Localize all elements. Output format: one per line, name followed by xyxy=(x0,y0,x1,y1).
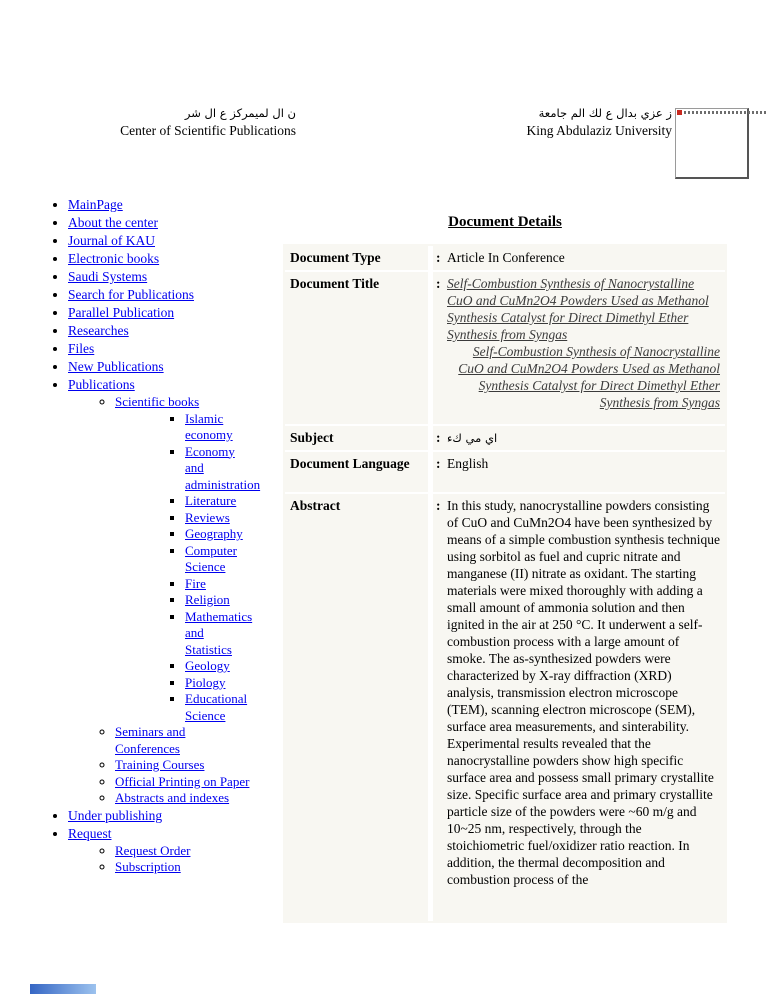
sidebar-link-about-the-center[interactable]: About the center xyxy=(68,215,158,230)
row-label-abstract: Abstract xyxy=(285,494,428,921)
sidebar-item-request xyxy=(68,825,273,876)
sidebar-link-request[interactable]: Request xyxy=(68,825,112,841)
document-title-link[interactable]: Self-Combustion Synthesis of Nanocrystalline CuO and CuMn2O4 Powders Used as Methanol Synthesis Catalyst for Direct Dimethyl Ether Synthesis from Syngas xyxy=(447,276,709,342)
row-value-content-doc_title xyxy=(447,275,720,411)
sidebar-link-economy-and-administration[interactable]: Economy and administration xyxy=(185,443,261,492)
sidebar-link-training-courses[interactable]: Training Courses xyxy=(115,757,205,772)
sidebar-link-islamic-economy[interactable]: Islamic economy xyxy=(185,410,233,442)
sidebar-item-religion xyxy=(185,592,250,609)
sidebar-item-under-publishing xyxy=(68,807,273,825)
sidebar-list-level-3 xyxy=(115,410,261,725)
row-value-language xyxy=(433,452,725,492)
sidebar-item-files xyxy=(68,340,273,358)
row-value-doc_title xyxy=(433,272,725,424)
row-value-content-doc_type xyxy=(447,249,720,266)
sidebar-link-literature[interactable]: Literature xyxy=(185,493,237,508)
sidebar-link-journal-of-kau[interactable]: Journal of KAU xyxy=(68,233,155,248)
center-header-block xyxy=(102,104,296,139)
center-name-arabic: ن ال لميمركز ع ال شر xyxy=(184,106,296,120)
row-value-doc_type xyxy=(433,246,725,270)
row-label-language: Document Language xyxy=(285,452,428,492)
sidebar-link-geology[interactable]: Geology xyxy=(185,658,230,673)
broken-image-icon xyxy=(677,110,682,115)
sidebar-item-subscription xyxy=(115,859,250,876)
sidebar-item-islamic-economy xyxy=(185,411,250,444)
row-value-content-language xyxy=(447,455,720,472)
sidebar-link-official-printing-on-paper[interactable]: Official Printing on Paper xyxy=(115,773,250,789)
sidebar-link-educational-science[interactable]: Educational Science xyxy=(185,691,248,723)
colon-separator: : xyxy=(436,430,441,445)
table-row-language xyxy=(285,452,725,492)
sidebar-item-parallel-publication xyxy=(68,304,273,322)
sidebar-list-level-2 xyxy=(68,394,273,807)
row-value-text-language: English xyxy=(447,456,489,471)
sidebar-link-search-for-publications[interactable]: Search for Publications xyxy=(68,287,194,302)
row-value-content-subject xyxy=(447,429,720,447)
row-value-text-abstract: In this study, nanocrystalline powders consisting of CuO and CuMn2O4 have been synthesized by means of a simple combustion synthesis technique using sorbitol as fuel and cupric nitrate and manganese (II) nitrate as oxidant. The starting materials were mixed thoroughly with adding a small amount of ammonia solution and then ignited in the air at 250 °C. It underwent a self-combustion process with a large amount of smoke. The as-synthesized powders were characterized by X-ray diffraction (XRD) analysis, transmission electron microscope (TEM), scanning electron microscope (SEM), surface area measurements, and sinterability. Experimental results revealed that the nanocrystalline powders show high specific surface area and possess small primary crystallite size. Specific surface area and primary crystallite particle size of the powders were ~60 m/g and 10~25 nm, respectively, through the stoichiometric fuel/oxidizer ratio reaction. In addition, the thermal decomposition and combustion process of the xyxy=(447,498,720,887)
document-title-link-secondary[interactable]: Self-Combustion Synthesis of Nanocrystalline CuO and CuMn2O4 Powders Used as Methanol Synthesis Catalyst for Direct Dimethyl Ether Synthesis from Syngas xyxy=(458,344,720,410)
sidebar-link-computer-science[interactable]: Computer Science xyxy=(185,542,237,574)
table-row-subject xyxy=(285,426,725,450)
sidebar-link-saudi-systems[interactable]: Saudi Systems xyxy=(68,269,148,284)
center-name-english: Center of Scientific Publications xyxy=(120,123,296,138)
sidebar-item-training-courses xyxy=(115,757,250,774)
sidebar-item-researches xyxy=(68,322,273,340)
sidebar-item-scientific-books xyxy=(115,394,261,724)
sidebar-item-abstracts-and-indexes xyxy=(115,790,250,807)
sidebar-link-reviews[interactable]: Reviews xyxy=(185,509,230,525)
page-title: Document Details xyxy=(448,214,562,230)
sidebar-link-files[interactable]: Files xyxy=(68,341,95,356)
sidebar-item-journal-of-kau xyxy=(68,232,273,250)
colon-separator: : xyxy=(436,250,441,265)
sidebar-link-scientific-books[interactable]: Scientific books xyxy=(115,394,200,409)
sidebar-item-computer-science xyxy=(185,543,250,576)
sidebar-link-electronic-books[interactable]: Electronic books xyxy=(68,251,160,266)
sidebar-link-new-publications[interactable]: New Publications xyxy=(68,359,164,374)
sidebar-item-about-the-center xyxy=(68,214,273,232)
row-value-text-subject: اي مي كء xyxy=(447,431,498,445)
colon-separator: : xyxy=(436,276,441,291)
sidebar-item-reviews xyxy=(185,510,250,527)
sidebar-link-mathematics-and-statistics[interactable]: Mathematics and Statistics xyxy=(185,608,253,657)
sidebar-list-level-1 xyxy=(0,196,283,876)
sidebar-link-mainpage[interactable]: MainPage xyxy=(68,197,123,212)
sidebar-item-literature xyxy=(185,493,250,510)
row-value-content-abstract xyxy=(447,497,720,888)
sidebar-item-mainpage xyxy=(68,196,273,214)
row-value-text-doc_type: Article In Conference xyxy=(447,250,565,265)
table-row-doc_type xyxy=(285,246,725,270)
sidebar-link-fire[interactable]: Fire xyxy=(185,575,206,591)
sidebar-item-request-order xyxy=(115,843,250,860)
sidebar-item-official-printing-on-paper xyxy=(115,774,250,791)
sidebar-item-educational-science xyxy=(185,691,250,724)
table-row-doc_title xyxy=(285,272,725,424)
row-value-abstract xyxy=(433,494,725,921)
sidebar-link-researches[interactable]: Researches xyxy=(68,323,129,338)
sidebar-link-abstracts-and-indexes[interactable]: Abstracts and indexes xyxy=(115,790,230,805)
sidebar-link-piology[interactable]: Piology xyxy=(185,674,226,690)
sidebar-item-piology xyxy=(185,675,250,692)
broken-image-placeholder xyxy=(675,108,749,179)
sidebar-link-publications[interactable]: Publications xyxy=(68,377,135,392)
row-label-doc_title: Document Title xyxy=(285,272,428,424)
main-content xyxy=(283,213,727,923)
document-details-table xyxy=(283,244,727,923)
sidebar-link-request-order[interactable]: Request Order xyxy=(115,842,191,858)
sidebar-link-geography[interactable]: Geography xyxy=(185,526,243,541)
row-label-subject: Subject xyxy=(285,426,428,450)
sidebar-link-seminars-and-conferences[interactable]: Seminars and Conferences xyxy=(115,724,186,756)
sidebar-item-fire xyxy=(185,576,250,593)
sidebar-item-publications xyxy=(68,376,273,807)
sidebar-link-subscription[interactable]: Subscription xyxy=(115,859,181,874)
sidebar-item-geography xyxy=(185,526,250,543)
sidebar-item-geology xyxy=(185,658,250,675)
sidebar-item-mathematics-and-statistics xyxy=(185,608,253,659)
sidebar-item-seminars-and-conferences xyxy=(115,724,250,757)
sidebar-list-level-2 xyxy=(68,843,273,876)
sidebar-link-parallel-publication[interactable]: Parallel Publication xyxy=(68,305,175,320)
university-name-arabic: ز عزي بدال ع لك الم جامعة xyxy=(538,106,672,120)
sidebar-item-saudi-systems xyxy=(68,268,273,286)
sidebar-item-new-publications xyxy=(68,358,273,376)
sidebar-link-religion[interactable]: Religion xyxy=(185,592,230,607)
colon-separator: : xyxy=(436,498,441,513)
sidebar-item-electronic-books xyxy=(68,250,273,268)
row-value-subject xyxy=(433,426,725,450)
sidebar-item-economy-and-administration xyxy=(185,443,261,494)
colon-separator: : xyxy=(436,456,441,471)
sidebar-link-under-publishing[interactable]: Under publishing xyxy=(68,807,163,823)
sidebar-item-search-for-publications xyxy=(68,286,273,304)
broken-image-alt-text xyxy=(684,111,768,114)
bottom-scrollbar-fragment[interactable] xyxy=(30,984,96,994)
sidebar-nav xyxy=(0,196,283,876)
university-name-english: King Abdulaziz University xyxy=(526,123,672,138)
table-row-abstract xyxy=(285,494,725,921)
university-header-block xyxy=(420,104,672,139)
row-label-doc_type: Document Type xyxy=(285,246,428,270)
